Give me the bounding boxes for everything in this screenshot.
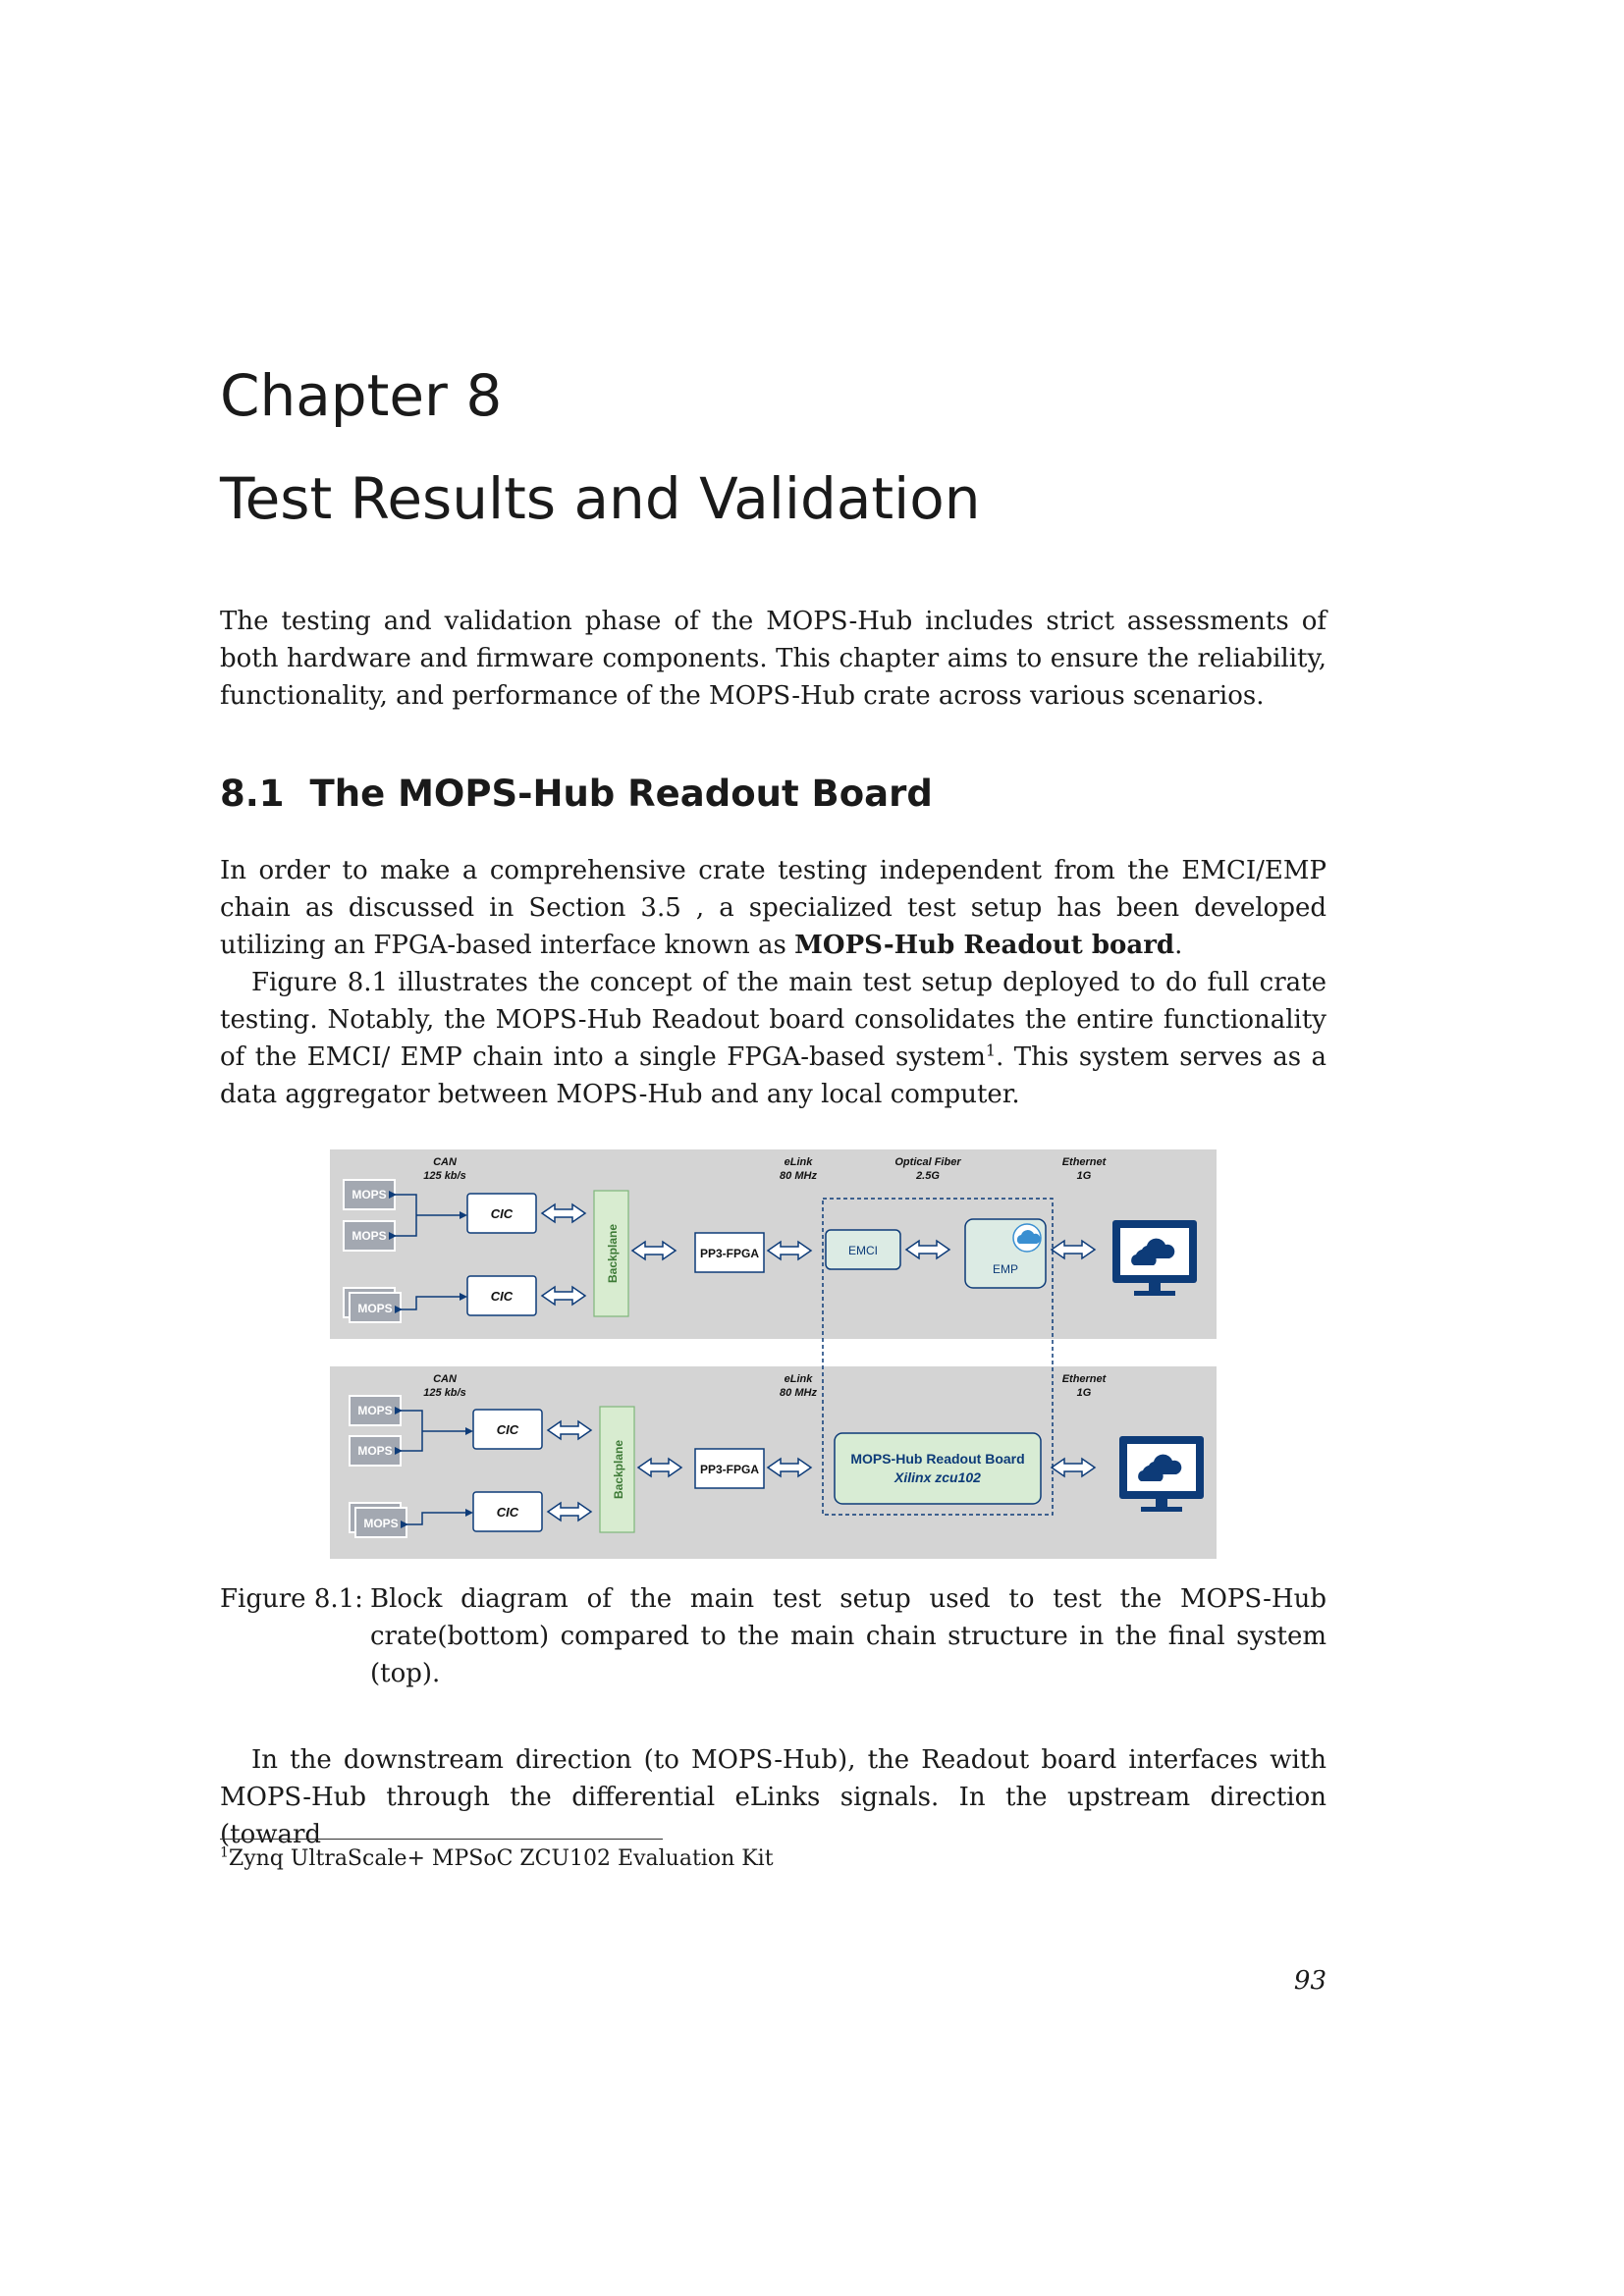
bottom-ethernet-rate: 1G [1076,1387,1092,1399]
paragraph-2-end: . This system serves as a data aggregator between MOPS-Hub and any local computer. [220,1042,1326,1109]
bottom-mops-3: MOPS [363,1517,399,1530]
top-panel [330,1149,1217,1339]
top-can-label: CAN [433,1156,457,1168]
paragraph-1 [220,852,1326,964]
top-can-rate: 125 kb/s [423,1170,466,1182]
top-mops-3: MOPS [357,1302,393,1315]
bottom-elink-label: eLink [784,1373,813,1385]
top-fpga: PP3-FPGA [699,1247,760,1260]
page-number: 93 [1293,1966,1326,1996]
figure-8-1 [330,1149,1217,1559]
readout-board-title: MOPS-Hub Readout Board [850,1451,1025,1467]
intro-paragraph: The testing and validation phase of the MOPS-Hub includes strict assessments of both hardware and firmware components. This chapter aims to ensure the reliability, functionality, and performance of the MOPS-Hub crate across various scenarios. [220,607,1326,711]
section-heading [220,772,933,817]
bottom-panel [330,1366,1217,1559]
chapter-title: Test Results and Validation [220,465,981,532]
bottom-fpga: PP3-FPGA [699,1463,760,1476]
footnote-rule [220,1839,663,1840]
bottom-cic-2: CIC [496,1505,519,1520]
top-fiber-label: Optical Fiber [894,1156,961,1168]
section-title: The MOPS-Hub Readout Board [309,773,933,815]
bottom-cic-1: CIC [496,1422,519,1437]
top-backplane: Backplane [606,1223,620,1284]
paragraph-2-text: Figure 8.1 illustrates the concept of the main test setup deployed to do full crate testing. Notably, the MOPS-Hub Readout board consolidates the entire functionality of the EMCI/ EMP chain into a single FPGA-based system [220,968,1326,1072]
top-cic-1: CIC [490,1206,514,1221]
top-mops-2: MOPS [352,1229,387,1243]
caption-label: Figure 8.1: [220,1584,363,1614]
top-ethernet-label: Ethernet [1061,1156,1107,1168]
footnote-number: 1 [220,1844,229,1861]
bottom-ethernet-label: Ethernet [1061,1373,1107,1385]
footnote-mark[interactable]: 1 [985,1041,997,1060]
footnote-text: Zynq UltraScale+ MPSoC ZCU102 Evaluation Kit [228,1846,774,1871]
bottom-backplane: Backplane [612,1439,625,1500]
top-elink-label: eLink [784,1156,813,1168]
paragraph-3: In the downstream direction (to MOPS-Hub), the Readout board interfaces with MOPS-Hub through the differential eLinks signals. In the upstream direction (toward [220,1745,1326,1849]
section-number: 8.1 [220,773,285,815]
chapter-label: Chapter 8 [220,362,503,429]
top-emci: EMCI [848,1244,878,1257]
bottom-mops-1: MOPS [357,1404,393,1417]
caption-text: Block diagram of the main test setup used to test the MOPS-Hub crate(bottom) compared to the main chain structure in the final system (top). [370,1584,1326,1688]
top-elink-rate: 80 MHz [780,1170,817,1182]
top-emp: EMP [992,1262,1019,1276]
paragraph-1-end: . [1174,931,1183,960]
top-fiber-rate: 2.5G [916,1170,940,1182]
readout-board-subtitle: Xilinx zcu102 [894,1469,981,1485]
bottom-elink-rate: 80 MHz [780,1387,817,1399]
bottom-can-label: CAN [433,1373,457,1385]
paragraph-1-text: In order to make a comprehensive crate testing independent from the EMCI/EMP chain as discussed in Section 3.5 , a specialized test setup has been developed utilizing an FPGA-based interface known as [220,856,1326,960]
top-cic-2: CIC [490,1289,514,1304]
top-mops-1: MOPS [352,1188,387,1201]
top-ethernet-rate: 1G [1076,1170,1092,1182]
readout-board-term: MOPS-Hub Readout board [794,931,1175,960]
block-diagram [330,1149,1217,1559]
bottom-can-rate: 125 kb/s [423,1387,466,1399]
footnote [220,1844,1326,1874]
paragraph-2 [220,964,1326,1113]
bottom-mops-2: MOPS [357,1444,393,1458]
